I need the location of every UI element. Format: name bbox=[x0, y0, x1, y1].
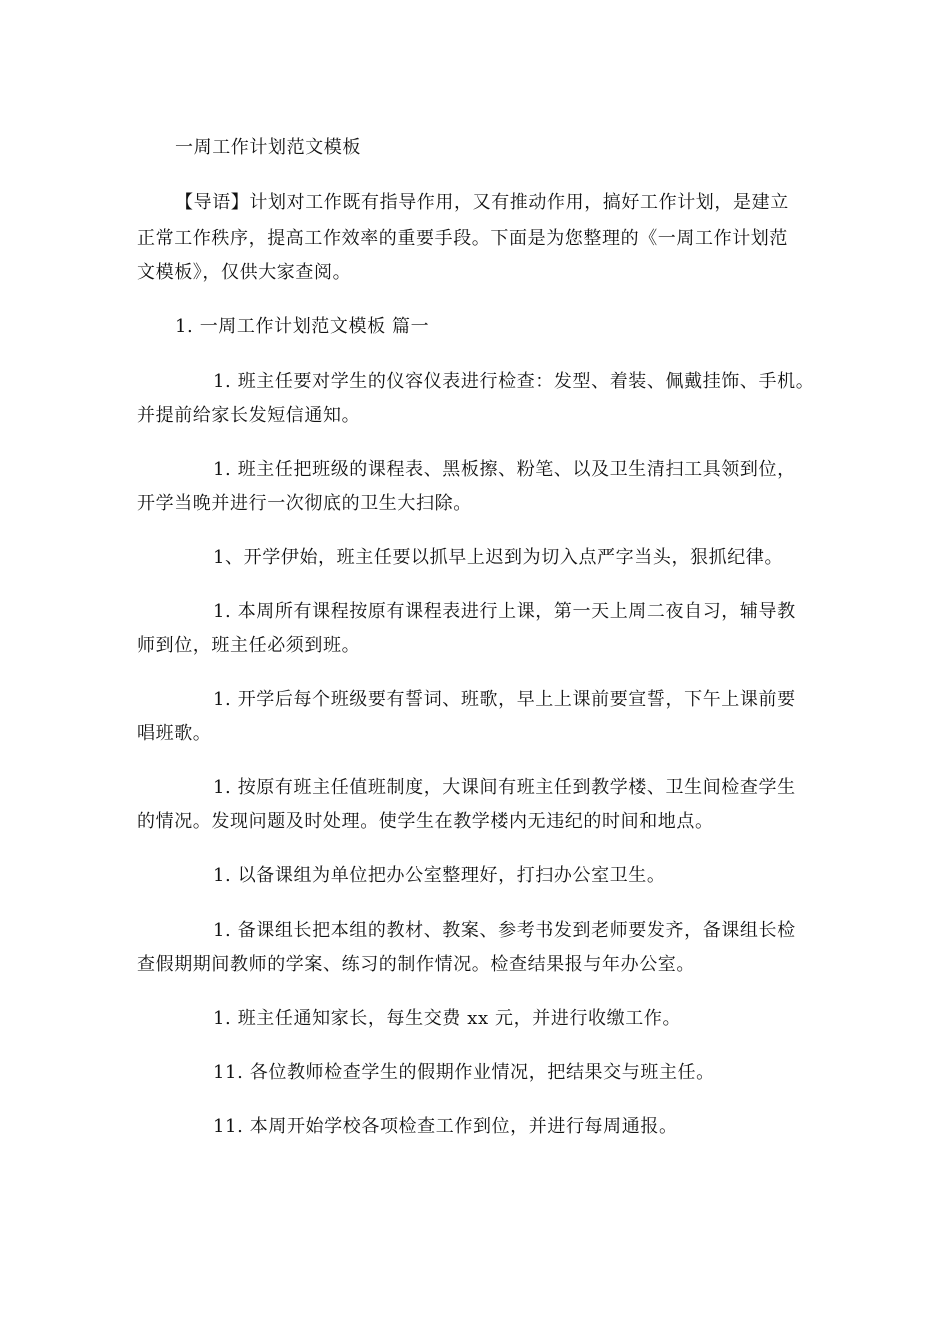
list-item: 的情况。发现问题及时处理。使学生在教学楼内无违纪的时间和地点。 bbox=[137, 811, 714, 832]
list-item: 唱班歌。 bbox=[137, 723, 212, 744]
intro-line: 【导语】计划对工作既有指导作用，又有推动作用，搞好工作计划，是建立 bbox=[175, 192, 789, 213]
intro-line: 正常工作秩序，提高工作效率的重要手段。下面是为您整理的《一周工作计划范 bbox=[137, 228, 788, 249]
document-title: 一周工作计划范文模板 bbox=[175, 137, 361, 158]
list-item: 查假期期间教师的学案、练习的制作情况。检查结果报与年办公室。 bbox=[137, 954, 695, 975]
list-item: 1. 开学后每个班级要有誓词、班歌，早上上课前要宣誓，下午上课前要 bbox=[213, 689, 796, 710]
list-item: 1. 备课组长把本组的教材、教案、参考书发到老师要发齐，备课组长检 bbox=[213, 920, 796, 941]
list-item: 11. 本周开始学校各项检查工作到位，并进行每周通报。 bbox=[213, 1116, 678, 1137]
list-item: 1. 班主任要对学生的仪容仪表进行检查：发型、着装、佩戴挂饰、手机。 bbox=[213, 371, 815, 392]
list-item: 11. 各位教师检查学生的假期作业情况，把结果交与班主任。 bbox=[213, 1062, 715, 1083]
intro-line: 文模板》，仅供大家查阅。 bbox=[137, 262, 352, 283]
list-item: 1. 按原有班主任值班制度，大课间有班主任到教学楼、卫生间检查学生 bbox=[213, 777, 796, 798]
list-item: 1. 班主任把班级的课程表、黑板擦、粉笔、以及卫生清扫工具领到位， bbox=[213, 459, 796, 480]
list-item: 1. 本周所有课程按原有课程表进行上课，第一天上周二夜自习，辅导教 bbox=[213, 601, 796, 622]
list-item: 开学当晚并进行一次彻底的卫生大扫除。 bbox=[137, 493, 472, 514]
list-item: 1. 班主任通知家长，每生交费 xx 元，并进行收缴工作。 bbox=[213, 1008, 682, 1029]
list-item: 师到位，班主任必须到班。 bbox=[137, 635, 361, 656]
list-item: 并提前给家长发短信通知。 bbox=[137, 405, 361, 426]
section-heading: 1. 一周工作计划范文模板 篇一 bbox=[175, 316, 430, 337]
list-item: 1、开学伊始，班主任要以抓早上迟到为切入点严字当头，狠抓纪律。 bbox=[213, 547, 784, 568]
list-item: 1. 以备课组为单位把办公室整理好，打扫办公室卫生。 bbox=[213, 865, 666, 886]
